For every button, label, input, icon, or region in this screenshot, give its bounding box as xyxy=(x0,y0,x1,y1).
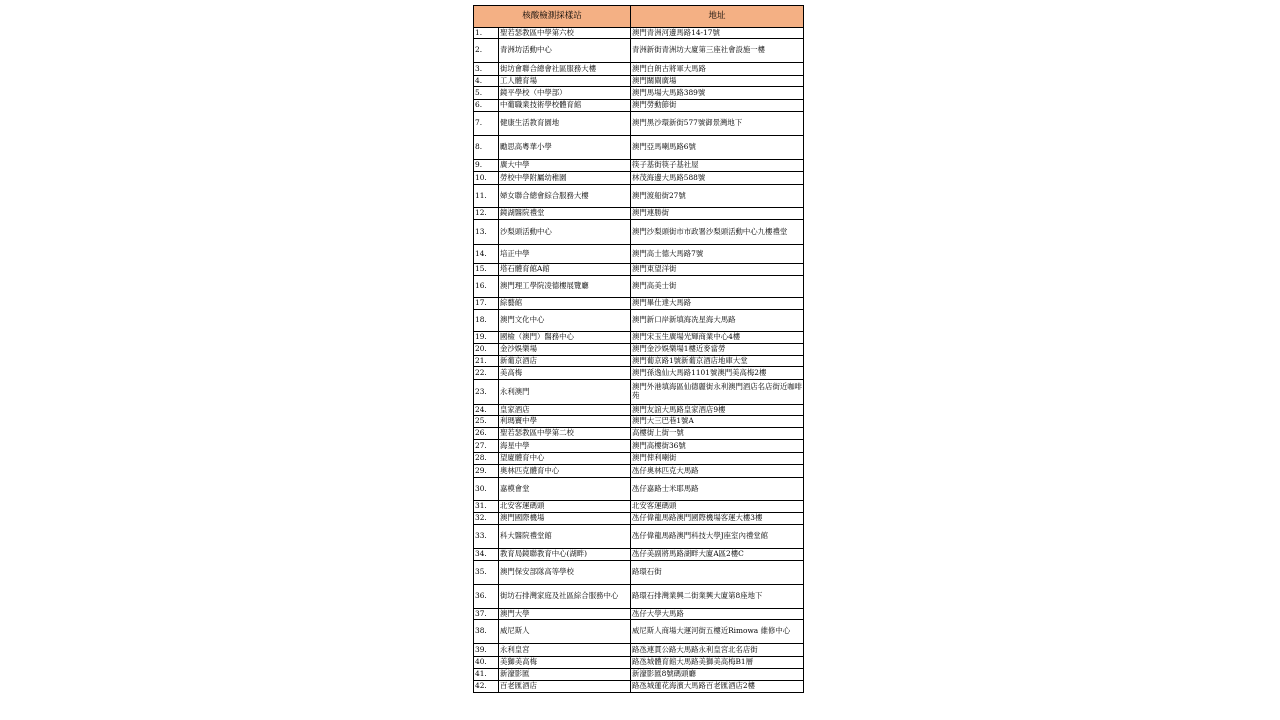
table-body xyxy=(474,28,804,693)
station-address: 澳門俾利喇街 xyxy=(631,453,804,465)
station-name: 望廈體育中心 xyxy=(499,453,631,465)
table-row xyxy=(474,160,804,172)
row-number: 32. xyxy=(474,513,499,525)
station-address: 澳門關閘廣場 xyxy=(631,76,804,87)
station-address: 氹仔偉龍馬路澳門科技大學J座室內禮堂館 xyxy=(631,525,804,549)
station-address: 澳門新口岸新填海冼星海大馬路 xyxy=(631,310,804,332)
row-number: 23. xyxy=(474,380,499,405)
station-name: 澳門大學 xyxy=(499,609,631,620)
station-address: 路氹城體育館大馬路美獅美高梅B1層 xyxy=(631,657,804,669)
station-address: 澳門馬場大馬路389號 xyxy=(631,87,804,100)
station-address: 澳門畢仕達大馬路 xyxy=(631,298,804,310)
table-row xyxy=(474,644,804,657)
row-number: 29. xyxy=(474,465,499,478)
table-row xyxy=(474,549,804,561)
station-name: 澳門國際機場 xyxy=(499,513,631,525)
station-address: 路環石街 xyxy=(631,561,804,585)
row-number: 28. xyxy=(474,453,499,465)
station-address: 澳門黑沙環新街577號御景灣地下 xyxy=(631,112,804,136)
table-row xyxy=(474,356,804,367)
table-header-row xyxy=(474,6,804,28)
table-row xyxy=(474,172,804,185)
station-address: 澳門白朗古將軍大馬路 xyxy=(631,63,804,76)
station-address: 澳門勞動節街 xyxy=(631,100,804,112)
table-row xyxy=(474,501,804,513)
table-row xyxy=(474,245,804,264)
station-address: 澳門大三巴巷1號A xyxy=(631,416,804,428)
row-number: 1. xyxy=(474,28,499,39)
station-name: 澳門保安部隊高等學校 xyxy=(499,561,631,585)
table-row xyxy=(474,112,804,136)
station-name: 澳門文化中心 xyxy=(499,310,631,332)
row-number: 12. xyxy=(474,208,499,220)
table-row xyxy=(474,428,804,440)
table-row xyxy=(474,609,804,620)
station-table xyxy=(473,5,804,693)
station-address: 澳門外港填海區仙德麗街永利澳門酒店名店街近咖啡苑 xyxy=(631,380,804,405)
row-number: 42. xyxy=(474,681,499,693)
station-name: 海星中學 xyxy=(499,440,631,453)
station-name: 街坊會聯合總會社區服務大樓 xyxy=(499,63,631,76)
row-number: 13. xyxy=(474,220,499,245)
station-address: 新濠影匯8號碼頭廳 xyxy=(631,669,804,681)
station-address: 氹仔偉龍馬路澳門國際機場客運大樓3樓 xyxy=(631,513,804,525)
station-address: 澳門亞馬喇馬路6號 xyxy=(631,136,804,160)
table-row xyxy=(474,416,804,428)
row-number: 34. xyxy=(474,549,499,561)
station-address: 澳門葡京路1號新葡京酒店地庫大堂 xyxy=(631,356,804,367)
station-address: 澳門沙梨頭街市市政署沙梨頭活動中心九樓禮堂 xyxy=(631,220,804,245)
station-name: 奧林匹克體育中心 xyxy=(499,465,631,478)
table-row xyxy=(474,264,804,276)
station-name: 國檢（澳門）醫務中心 xyxy=(499,332,631,344)
station-address: 林茂海邊大馬路588號 xyxy=(631,172,804,185)
station-address: 澳門渡船街27號 xyxy=(631,185,804,208)
row-number: 3. xyxy=(474,63,499,76)
station-name: 青洲坊活動中心 xyxy=(499,39,631,63)
row-number: 11. xyxy=(474,185,499,208)
row-number: 36. xyxy=(474,585,499,609)
table-row xyxy=(474,76,804,87)
row-number: 30. xyxy=(474,478,499,501)
table-row xyxy=(474,310,804,332)
station-table-container xyxy=(473,5,803,693)
station-name: 金沙娛樂場 xyxy=(499,344,631,356)
row-number: 8. xyxy=(474,136,499,160)
station-address: 北安客運碼頭 xyxy=(631,501,804,513)
row-number: 18. xyxy=(474,310,499,332)
row-number: 2. xyxy=(474,39,499,63)
station-name: 綜藝館 xyxy=(499,298,631,310)
row-number: 26. xyxy=(474,428,499,440)
station-address: 澳門東望洋街 xyxy=(631,264,804,276)
station-name: 新葡京酒店 xyxy=(499,356,631,367)
station-address: 路氹連貫公路大馬路永利皇宮北名店街 xyxy=(631,644,804,657)
row-number: 17. xyxy=(474,298,499,310)
table-row xyxy=(474,561,804,585)
table-row xyxy=(474,380,804,405)
station-name: 科大醫院禮堂館 xyxy=(499,525,631,549)
table-row xyxy=(474,367,804,380)
station-name: 廣大中學 xyxy=(499,160,631,172)
table-row xyxy=(474,208,804,220)
station-name: 聖若瑟教區中學第六校 xyxy=(499,28,631,39)
station-name: 百老匯酒店 xyxy=(499,681,631,693)
station-name: 塔石體育館A館 xyxy=(499,264,631,276)
table-row xyxy=(474,513,804,525)
station-address: 筷子基街筷子基社屋 xyxy=(631,160,804,172)
table-row xyxy=(474,63,804,76)
table-row xyxy=(474,657,804,669)
row-number: 35. xyxy=(474,561,499,585)
row-number: 4. xyxy=(474,76,499,87)
table-row xyxy=(474,440,804,453)
table-row xyxy=(474,681,804,693)
row-number: 24. xyxy=(474,405,499,416)
station-name: 北安客運碼頭 xyxy=(499,501,631,513)
row-number: 19. xyxy=(474,332,499,344)
station-address: 路環石排灣業興二街業興大廈第8座地下 xyxy=(631,585,804,609)
table-row xyxy=(474,136,804,160)
table-row xyxy=(474,620,804,644)
table-row xyxy=(474,185,804,208)
station-name: 健康生活教育園地 xyxy=(499,112,631,136)
station-address: 高樓街上街一號 xyxy=(631,428,804,440)
station-address: 澳門連勝街 xyxy=(631,208,804,220)
station-address: 澳門高士德大馬路7號 xyxy=(631,245,804,264)
table-row xyxy=(474,525,804,549)
row-number: 39. xyxy=(474,644,499,657)
station-name: 永利澳門 xyxy=(499,380,631,405)
row-number: 31. xyxy=(474,501,499,513)
station-address: 澳門高樓街36號 xyxy=(631,440,804,453)
row-number: 10. xyxy=(474,172,499,185)
table-row xyxy=(474,332,804,344)
station-address: 青洲新街青洲坊大廈第三座社會設施一樓 xyxy=(631,39,804,63)
station-name: 威尼斯人 xyxy=(499,620,631,644)
station-name: 美高梅 xyxy=(499,367,631,380)
row-number: 15. xyxy=(474,264,499,276)
station-column-header: 核酸檢測採樣站 xyxy=(474,6,631,28)
station-name: 美獅美高梅 xyxy=(499,657,631,669)
station-address: 威尼斯人商場大運河街五樓近Rimowa 維修中心 xyxy=(631,620,804,644)
row-number: 37. xyxy=(474,609,499,620)
station-address: 澳門宋玉生廣場光輝商業中心4樓 xyxy=(631,332,804,344)
station-name: 中葡職業技術學校體育館 xyxy=(499,100,631,112)
station-address: 澳門金沙娛樂場1樓近麥當勞 xyxy=(631,344,804,356)
station-name: 澳門理工學院凌德樓展覽廳 xyxy=(499,276,631,298)
station-name: 利瑪竇中學 xyxy=(499,416,631,428)
row-number: 25. xyxy=(474,416,499,428)
station-name: 工人體育場 xyxy=(499,76,631,87)
station-address: 路氹城蓮花海濱大馬路百老匯酒店2樓 xyxy=(631,681,804,693)
table-row xyxy=(474,453,804,465)
table-row xyxy=(474,87,804,100)
station-name: 培正中學 xyxy=(499,245,631,264)
table-row xyxy=(474,276,804,298)
table-row xyxy=(474,585,804,609)
row-number: 27. xyxy=(474,440,499,453)
row-number: 16. xyxy=(474,276,499,298)
station-address: 氹仔嘉路士米耶馬路 xyxy=(631,478,804,501)
row-number: 41. xyxy=(474,669,499,681)
station-name: 勞校中學附屬幼稚園 xyxy=(499,172,631,185)
row-number: 22. xyxy=(474,367,499,380)
table-row xyxy=(474,478,804,501)
table-row xyxy=(474,344,804,356)
row-number: 9. xyxy=(474,160,499,172)
table-row xyxy=(474,465,804,478)
table-row xyxy=(474,28,804,39)
row-number: 21. xyxy=(474,356,499,367)
row-number: 14. xyxy=(474,245,499,264)
station-name: 新濠影匯 xyxy=(499,669,631,681)
station-name: 皇家酒店 xyxy=(499,405,631,416)
table-row xyxy=(474,220,804,245)
station-address: 澳門孫逸仙大馬路1101號澳門美高梅2樓 xyxy=(631,367,804,380)
row-number: 33. xyxy=(474,525,499,549)
row-number: 20. xyxy=(474,344,499,356)
address-column-header: 地址 xyxy=(631,6,804,28)
station-name: 勵思高粵華小學 xyxy=(499,136,631,160)
station-name: 沙梨頭活動中心 xyxy=(499,220,631,245)
table-row xyxy=(474,39,804,63)
station-name: 聖若瑟教區中學第二校 xyxy=(499,428,631,440)
station-address: 氹仔奧林匹克大馬路 xyxy=(631,465,804,478)
station-address: 氹仔大學大馬路 xyxy=(631,609,804,620)
row-number: 5. xyxy=(474,87,499,100)
station-name: 永利皇宮 xyxy=(499,644,631,657)
table-row xyxy=(474,100,804,112)
station-name: 鏡平學校（中學部） xyxy=(499,87,631,100)
station-name: 婦女聯合總會綜合服務大樓 xyxy=(499,185,631,208)
station-name: 嘉模會堂 xyxy=(499,478,631,501)
row-number: 6. xyxy=(474,100,499,112)
row-number: 40. xyxy=(474,657,499,669)
station-address: 澳門高美士街 xyxy=(631,276,804,298)
station-address: 澳門青洲河邊馬路14-17號 xyxy=(631,28,804,39)
row-number: 7. xyxy=(474,112,499,136)
station-name: 街坊石排灣家庭及社區綜合服務中心 xyxy=(499,585,631,609)
table-row xyxy=(474,405,804,416)
station-address: 澳門友誼大馬路皇家酒店9樓 xyxy=(631,405,804,416)
table-row xyxy=(474,669,804,681)
row-number: 38. xyxy=(474,620,499,644)
station-name: 教育局鏡聯教育中心(湖畔) xyxy=(499,549,631,561)
station-address: 氹仔美副將馬路湖畔大廈A區2樓C xyxy=(631,549,804,561)
station-name: 鏡湖醫院禮堂 xyxy=(499,208,631,220)
table-row xyxy=(474,298,804,310)
